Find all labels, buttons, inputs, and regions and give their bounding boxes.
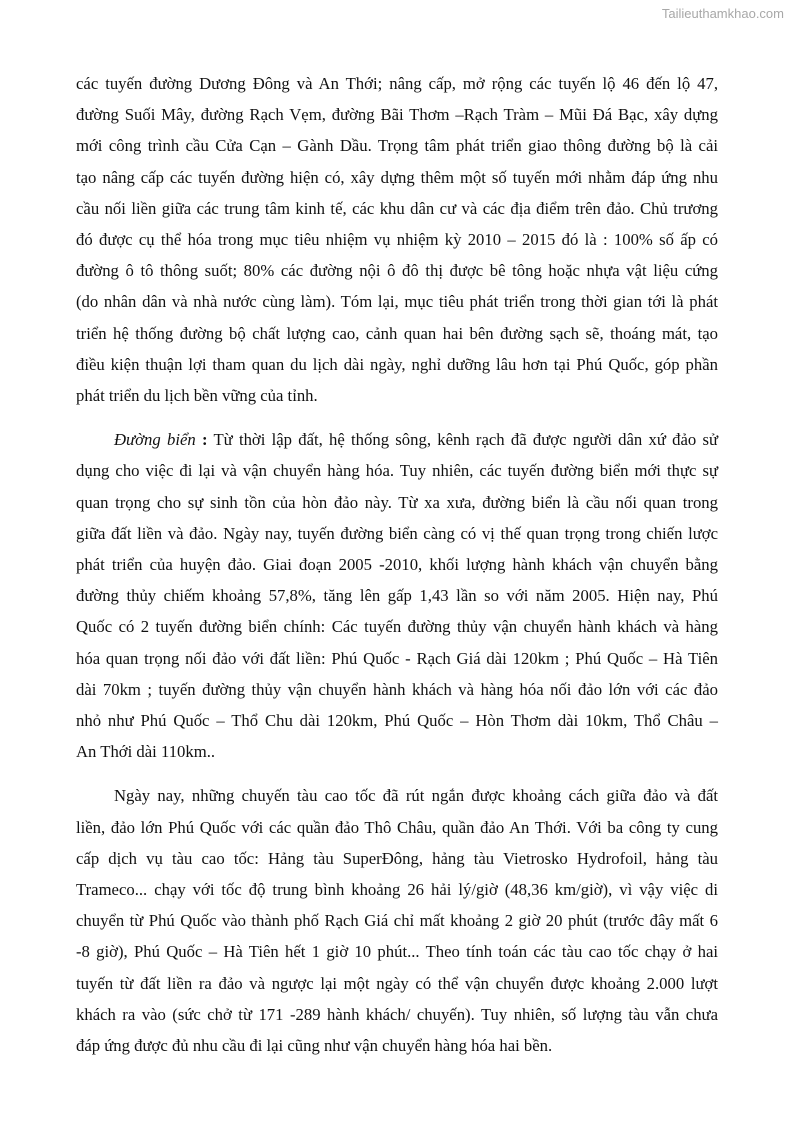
text-line: chuyển từ Phú Quốc vào thành phố Rạch Giá chỉ mất khoảng 2 giờ 20 phút (trước đây mất 6 [76,911,718,931]
text-line: liền, đảo lớn Phú Quốc với các quần đảo Thô Châu, quần đảo An Thới. Với ba công ty cung [76,817,718,837]
text-line: hóa quan trọng nối đảo với đất liền: Phú Quốc - Rạch Giá dài 120km ; Phú Quốc – Hà Tiên [76,648,718,668]
text-line: đáp ứng được đủ nhu cầu đi lại cũng như vận chuyển hàng hóa hai bền. [76,1036,553,1056]
text-line: triển hệ thống đường bộ chất lượng cao, cảnh quan hai bên đường sạch sẽ, thoáng mát, tạo [76,323,718,343]
paragraph-sea-routes [76,424,718,767]
watermark-text: Tailieuthamkhao.com [661,6,784,21]
text-line: điều kiện thuận lợi tham quan du lịch dài ngày, nghỉ dưỡng lâu hơn tại Phú Quốc, góp phần [76,354,718,374]
text-line: phát triển du lịch bền vững của tỉnh. [76,386,318,406]
text-line: đường ô tô thông suốt; 80% các đường nội ô đô thị được bê tông hoặc nhựa vật liệu cứng [76,261,718,281]
text-line: nhỏ như Phú Quốc – Thổ Chu dài 120km, Phú Quốc – Hòn Thơm dài 10km, Thổ Châu – [76,711,718,731]
text-line: -8 giờ), Phú Quốc – Hà Tiên hết 1 giờ 10 phút... Theo tính toán các tàu cao tốc chạy ở hai [76,942,718,962]
text-line: Quốc có 2 tuyến đường biển chính: Các tuyến đường thủy vận chuyển hành khách và hàng [76,617,718,637]
text-fragment: Ngày nay, những chuyến tàu cao tốc đã rút ngắn được khoảng cách giữa đảo và đất [114,786,718,806]
text-line: giữa đất liền và đảo. Ngày nay, tuyến đường biển càng có vị thế quan trọng trong chiến lược [76,523,718,543]
text-line: khách ra vào (sức chở từ 171 -289 hành khách/ chuyến). Tuy nhiên, số lượng tàu vẫn chưa [76,1004,718,1024]
text-line: dụng cho việc đi lại và vận chuyển hàng hóa. Tuy nhiên, các tuyến đường biển mới thực sự [76,461,718,481]
text-line: cấp dịch vụ tàu cao tốc: Hảng tàu SuperĐông, hảng tàu Vietrosko Hydrofoil, hảng tàu [76,848,718,868]
text-line: tuyến từ đất liền ra đảo và ngược lại một ngày có thể vận chuyển được khoảng 2.000 lượt [76,973,718,993]
text-line: mới công trình cầu Cửa Cạn – Gành Dầu. Trọng tâm phát triển giao thông đường bộ là cải [76,136,718,156]
text-line: đường Suối Mây, đường Rạch Vẹm, đường Bãi Thơm –Rạch Tràm – Mũi Đá Bạc, xây dựng [76,105,718,125]
section-heading: Đường biển [114,430,196,450]
paragraph-high-speed-ferries [76,780,718,1061]
text-line: tạo nâng cấp các tuyến đường hiện có, xây dựng thêm một số tuyến mới nhằm đáp ứng nhu [76,167,718,187]
text-line: An Thới dài 110km.. [76,742,216,762]
document-body [76,68,718,1074]
text-fragment: Từ thời lập đất, hệ thống sông, kênh rạch đã được người dân xứ đảo sử [207,430,718,450]
text-line: (do nhân dân và nhà nước cùng làm). Tóm lại, mục tiêu phát triển trong thời gian tới là phát [76,292,718,312]
text-line: đó được cụ thể hóa trong mục tiêu nhiệm vụ nhiệm kỳ 2010 – 2015 đó là : 100% số ấp có [76,230,718,250]
text-line: dài 70km ; tuyến đường thủy vận chuyển hành khách và hàng hóa nối đảo lớn với các đảo [76,679,718,699]
heading-separator: : [195,430,208,450]
text-line: phát triển của huyện đảo. Giai đoạn 2005 -2010, khối lượng hành khách vận chuyển bằng [76,555,718,575]
text-line: đường thủy chiếm khoảng 57,8%, tăng lên gấp 1,43 lần so với năm 2005. Hiện nay, Phú [76,586,718,606]
text-line: quan trọng cho sự sinh tồn của hòn đảo này. Từ xa xưa, đường biển là cầu nối quan trong [76,492,718,512]
paragraph-road-development [76,68,718,411]
text-line [76,780,718,811]
text-line: Trameco... chạy với tốc độ trung bình khoảng 26 hải lý/giờ (48,36 km/giờ), vì vậy việc di [76,880,718,900]
text-line [76,424,718,455]
text-line: cầu nối liền giữa các trung tâm kinh tế, các khu dân cư và các địa điểm trên đảo. Chủ trương [76,198,718,218]
text-line: các tuyến đường Dương Đông và An Thới; nâng cấp, mở rộng các tuyến lộ 46 đến lộ 47, [76,74,718,93]
